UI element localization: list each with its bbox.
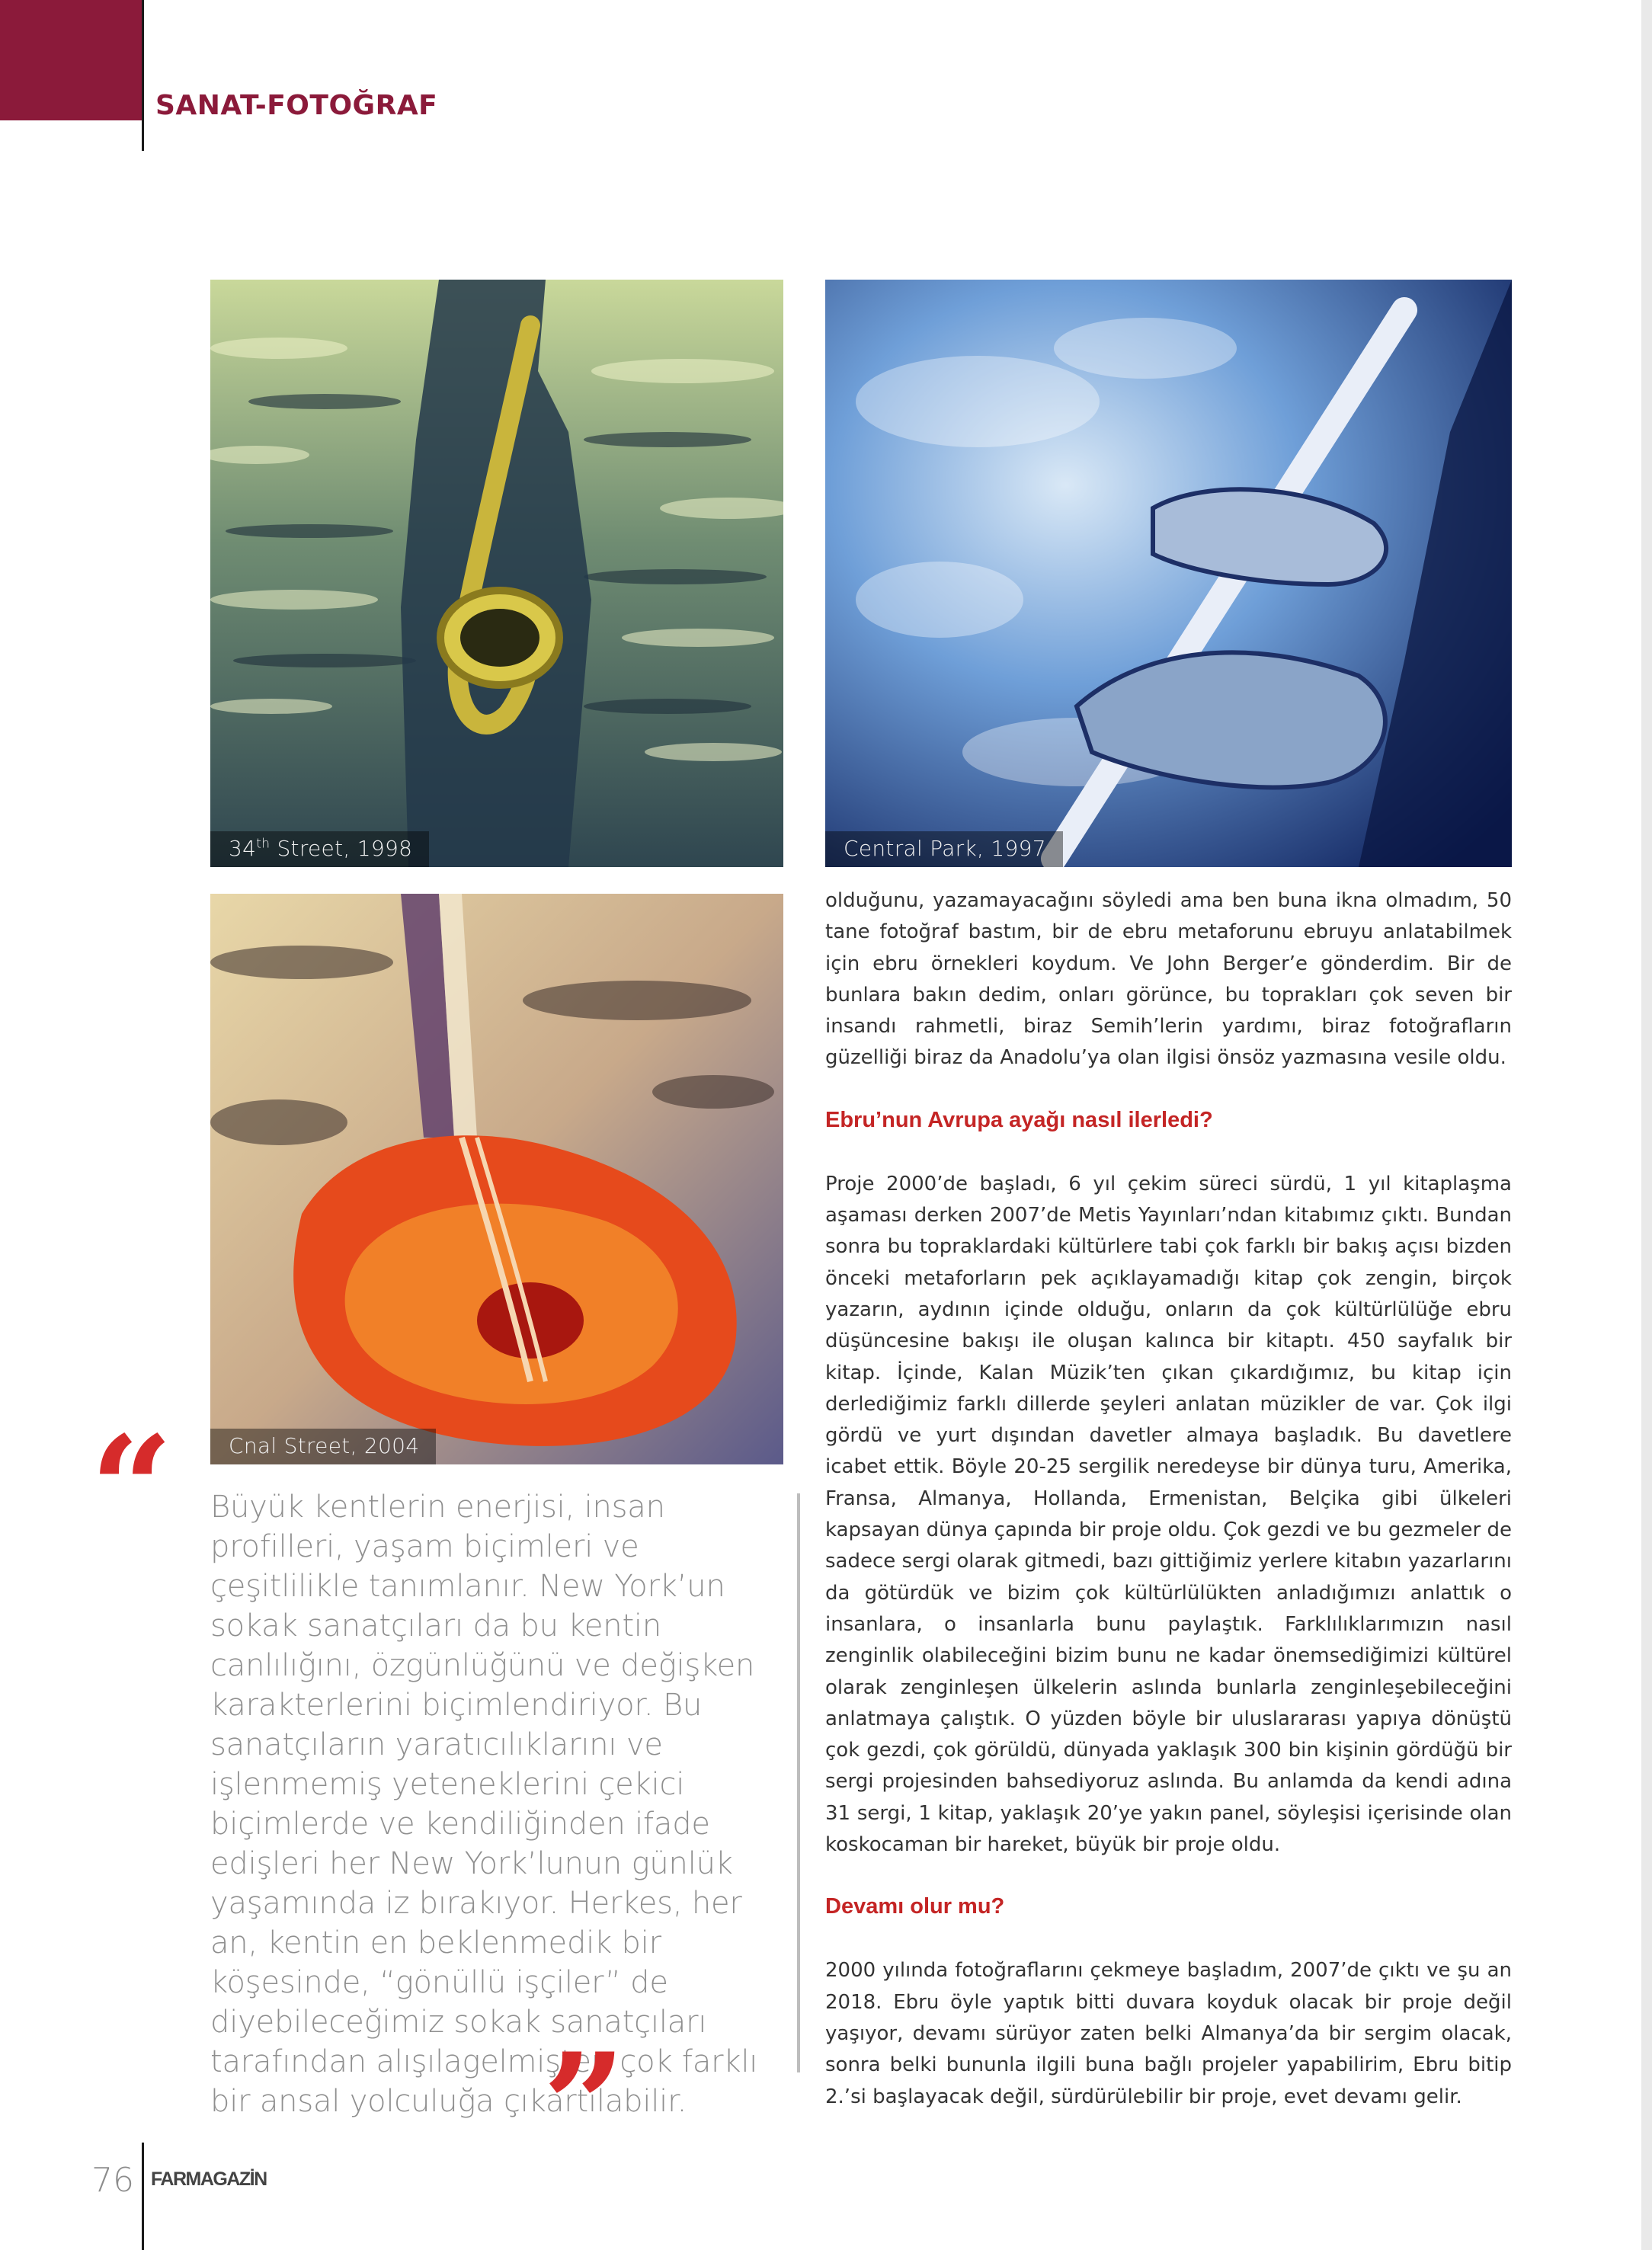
open-quote-mark: “ [90, 1404, 174, 1574]
page-number: 76 [91, 2161, 134, 2200]
photo-flute [825, 280, 1512, 867]
article-paragraph: olduğunu, yazamayacağını söyledi ama ben buna ikna olmadım, 50 tane fotoğraf bastım, bir de ebru metaforunu ebruyu anlatabilmek için ebru örnekleri koydum. Ve John Berger’e gönderdim. Bir de bunlara bakın dedim, onları görünce, bu toprakları çok seven bir insandı rahmetli, biraz Semih’lerin yardımı, biraz fotoğrafların güzelliği biraz da Anadolu’ya olan ilgisi önsöz yazmasına vesile oldu. [825, 889, 1512, 1070]
article-paragraph: 2000 yılında fotoğraflarını çekmeye başladım, 2007’de çıktı ve şu an 2018. Ebru öyle yaptık bitti duvara koyduk olacak bir proje değil yaşıyor, devamı sürüyor zaten belki Almanya’da bir sergim olacak, sonra belki bununla ilgili buna bağlı projeler yapabilirim, Ebru bitip 2.’si başlayacak değil, sürdürülebilir bir proje, evet devamı gelir. [825, 1959, 1512, 2108]
photo-guitar [210, 894, 783, 1464]
corner-color-block [0, 0, 143, 120]
header-rule [142, 0, 144, 151]
photo-saxophone [210, 280, 783, 867]
article-heading: Devamı olur mu? [825, 1894, 1005, 1919]
magazine-logo: FARMAGAZİN [151, 2168, 267, 2190]
photo-caption: 34th Street, 1998 [210, 831, 429, 867]
pull-quote: Büyük kentlerin enerjisi, insan profilleri, yaşam biçimleri ve çeşitlilikle tanımlanır. New York’un sokak sanatçıları da bu kentin canlılığını, özgünlüğünü ve değişken karakterlerini biçimlendiriyor. Bu sanatçıların yaratıcılıklarını ve işlenmemiş yeteneklerini çekici biçimlerde ve kendiliğinden ifade edişleri her New York’lunun günlük yaşamında iz bırakıyor. Herkes, her an, kentin en beklenmedik bir köşesinde, “gönüllü işçiler” de diyebileceğimiz sokak sanatçıları tarafından alışılagelmişten çok farklı bir ansal yolculuğa çıkartılabilir. [210, 1490, 758, 2119]
article-heading: Ebru’nun Avrupa ayağı nasıl ilerledi? [825, 1107, 1213, 1132]
footer-rule [142, 2143, 144, 2250]
article-column [825, 885, 1512, 2113]
page-edge [1641, 0, 1652, 2250]
close-quote-mark: ” [543, 2021, 626, 2191]
quote-divider [797, 1493, 800, 2072]
photo-caption: Cnal Street, 2004 [210, 1429, 436, 1464]
article-paragraph: Proje 2000’de başladı, 6 yıl çekim süreci sürdü, 1 yıl kitaplaşma aşaması derken 2007’de Metis Yayınları’ndan kitabımız çıktı. Bundan sonra bu topraklardaki kültürlere tabi çok farklı bir bakış açısı bizden önceki metaforların pek açıklayamadığı kitap çok zengin, birçok yazarın, aydının içinde olduğu, onların da çok kültürlülüğe ebru düşüncesine bakışı ile oluşan kalınca bir kitaptı. 450 sayfalık bir kitap. İçinde, Kalan Müzik’ten çıkan çıkardığımız, bu kitap için derlediğimiz farklı dillerde şeyleri anlatan müzikler de var. Çok ilgi gördü ve yurt dışından davetler almaya başladık. Bu davetlere icabet ettik. Böyle 20-25 sergilik neredeyse bir dünya turu, Amerika, Fransa, Almanya, Hollanda, Ermenistan, Belçika gibi ülkeleri kapsayan dünya çapında bir proje oldu. Çok gezdi ve bu gezmeler de sadece sergi olarak gitmedi, bazı gittiğimiz yerlere kitabın yazarlarını da götürdük ve bizim çok kültürlülükten anladığımızı anlattık o insanlara, o insanlarla bunu paylaştık. Farklılıklarımızın nasıl zenginlik olabileceğini bizim bunu ne kadar önemsediğimizi kültürel olarak zenginleşen ülkelerin aslında bunlarla zenginleşebileceğini anlatmaya çalıştık. O yüzden böyle bir uluslararası yapıya dönüştü çok gezdi, çok görüldü, dünyada yaklaşık 300 bin kişinin gördüğü bir sergi projesinden bahsediyoruz aslında. Bu anlamda da kendi adına 31 sergi, 1 kitap, yaklaşık 20’ye yakın panel, söyleşisi içerisinde olan koskocaman bir hareket, büyük bir proje oldu. [825, 1172, 1512, 1857]
photo-caption: Central Park, 1997 [825, 831, 1063, 867]
section-label: SANAT-FOTOĞRAF [155, 90, 438, 121]
